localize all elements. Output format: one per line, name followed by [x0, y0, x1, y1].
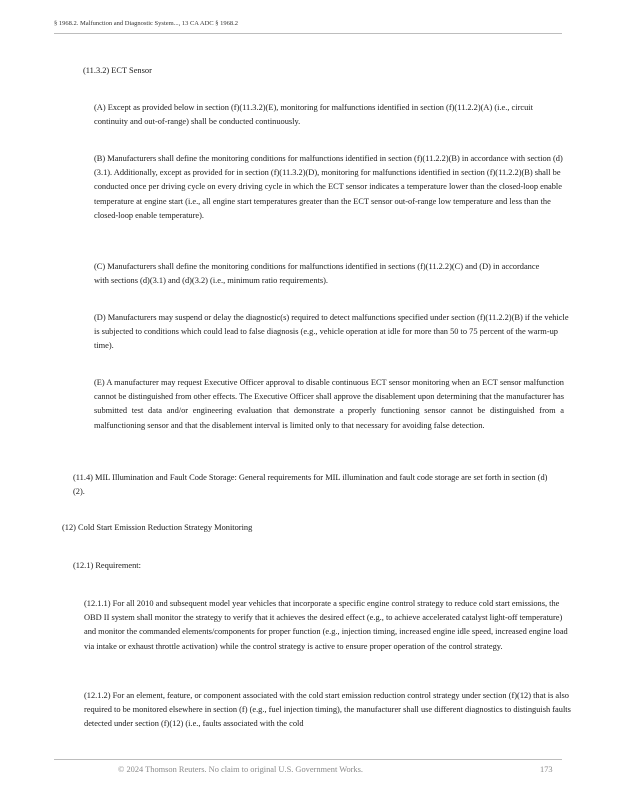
cold-start-heading: (12) Cold Start Emission Reduction Strategy Monitoring [62, 523, 253, 532]
requirement-heading: (12.1) Requirement: [73, 561, 141, 570]
ect-paragraph-b: (B) Manufacturers shall define the monitoring conditions for malfunctions identified in section (f)(11.2.2)(B) in accordance with section (d)(3.1). Additionally, except as provided for in section (f)(11.3.2)(D), monitoring for malfunctions identified in section (f)(11.2.2)(B) shall be conducted once per driving cycle on every driving cycle in which the ECT sensor indicates a temperature lower than the closed-loop enable temperature at engine start (i.e., all engine start temperatures greater than the ECT sensor out-of-range low temperature and less than the closed-loop enable temperature). [94, 154, 563, 220]
ect-sensor-heading: (11.3.2) ECT Sensor [83, 66, 152, 75]
ect-paragraph-d: (D) Manufacturers may suspend or delay the diagnostic(s) required to detect malfunctions specified under section (f)(11.2.2)(B) if the vehicle is subjected to conditions which could lead to false diagnosis (e.g., vehicle operation at idle for more than 50 to 75 percent of the warm-up time). [94, 313, 569, 351]
footer-copyright: © 2024 Thomson Reuters. No claim to original U.S. Government Works. [118, 765, 363, 774]
ect-paragraph-c: (C) Manufacturers shall define the monitoring conditions for malfunctions identified in sections (f)(11.2.2)(C) and (D) in accordance with sections (d)(3.1) and (d)(3.2) (i.e., minimum ratio requirements). [94, 262, 540, 286]
header-divider [54, 33, 562, 34]
mil-illumination-paragraph: (11.4) MIL Illumination and Fault Code Storage: General requirements for MIL illumination and fault code storage are set forth in section (d)(2). [73, 473, 548, 497]
ect-paragraph-e: (E) A manufacturer may request Executive Officer approval to disable continuous ECT sensor monitoring when an ECT sensor malfunction cannot be distinguished from other effects. The Executive Officer shall approve the disablement upon determining that the manufacturer has submitted test data and/or engineering evaluation that demonstrate a properly functioning sensor cannot be distinguished from a malfunctioning sensor and that the disablement interval is limited only to that necessary for avoiding false detection. [94, 378, 565, 430]
page-number: 173 [540, 765, 553, 774]
ect-paragraph-a: (A) Except as provided below in section (f)(11.3.2)(E), monitoring for malfunctions identified in section (f)(11.2.2)(A) (i.e., circuit continuity and out-of-range) shall be conducted continuously. [94, 103, 533, 127]
requirement-12-1-2: (12.1.2) For an element, feature, or component associated with the cold start emission reduction control strategy under section (f)(12) that is also required to be monitored elsewhere in section (f) (e.g., fuel injection timing), the manufacturer shall use different diagnostics to distinguish faults detected under section (f)(12) (i.e., faults associated with the cold [84, 691, 571, 729]
requirement-12-1-1: (12.1.1) For all 2010 and subsequent model year vehicles that incorporate a specific engine control strategy to reduce cold start emissions, the OBD II system shall monitor the strategy to verify that it achieves the desired effect (e.g., to achieve accelerated catalyst light-off temperature) and monitor the commanded elements/components for proper function (e.g., injection timing, increased engine idle speed, increased engine load via intake or exhaust throttle activation) while the control strategy is active to ensure proper operation of the control strategy. [84, 599, 568, 651]
running-header: § 1968.2. Malfunction and Diagnostic System..., 13 CA ADC § 1968.2 [54, 20, 238, 27]
footer-divider [54, 759, 562, 760]
